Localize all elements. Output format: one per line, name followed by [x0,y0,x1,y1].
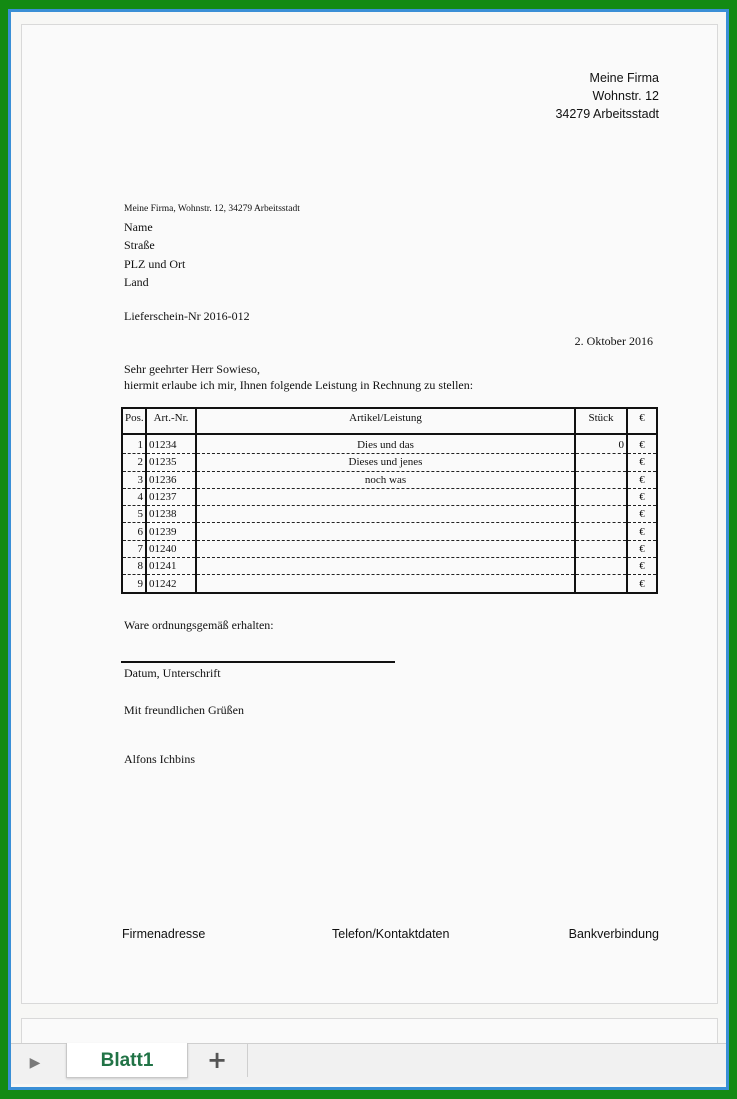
items-table [121,407,658,594]
cell-description[interactable]: noch was [196,471,575,488]
recipient-address-block [124,218,185,291]
table-row [122,454,657,471]
cell-pos[interactable]: 3 [122,471,146,488]
cell-euro[interactable]: € [627,540,657,557]
document-page [21,24,718,1004]
cell-pos[interactable]: 8 [122,558,146,575]
cell-description[interactable]: Dies und das [196,434,575,454]
cell-pos[interactable]: 1 [122,434,146,454]
cell-art-no[interactable]: 01234 [146,434,196,454]
recipient-country: Land [124,274,149,289]
cell-art-no[interactable]: 01241 [146,558,196,575]
recipient-street: Straße [124,238,155,253]
cell-art-no[interactable]: 01239 [146,523,196,540]
cell-art-no[interactable]: 01236 [146,471,196,488]
header-euro[interactable]: € [627,408,657,434]
goods-received-text: Ware ordnungsgemäß erhalten: [124,618,274,632]
cell-pos[interactable]: 2 [122,454,146,471]
cell-quantity[interactable] [575,575,627,593]
cell-euro[interactable]: € [627,523,657,540]
header-description[interactable]: Artikel/Leistung [196,408,575,434]
table-header-row [122,408,657,434]
play-icon[interactable]: ▶ [29,1055,41,1071]
footer-address: Firmenadresse [122,927,206,941]
recipient-zip-city: PLZ und Ort [124,256,186,271]
cell-pos[interactable]: 5 [122,506,146,523]
cell-description[interactable] [196,575,575,593]
cell-pos[interactable]: 6 [122,523,146,540]
cell-art-no[interactable]: 01238 [146,506,196,523]
cell-art-no[interactable]: 01235 [146,454,196,471]
cell-art-no[interactable]: 01237 [146,488,196,505]
cell-pos[interactable]: 4 [122,488,146,505]
signature-label: Datum, Unterschrift [124,666,221,680]
cell-euro[interactable]: € [627,471,657,488]
cell-quantity[interactable]: 0 [575,434,627,454]
document-date: 2. Oktober 2016 [574,334,653,348]
cell-art-no[interactable]: 01242 [146,575,196,593]
sheet-tab-bar [11,1043,726,1084]
signature-line [121,661,395,663]
cell-description[interactable] [196,506,575,523]
cell-pos[interactable]: 9 [122,575,146,593]
sender-street: Wohnstr. 12 [592,89,659,103]
cell-quantity[interactable] [575,471,627,488]
cell-description[interactable] [196,540,575,557]
intro-text: hiermit erlaube ich mir, Ihnen folgende Leistung in Rechnung zu stellen: [124,378,474,392]
table-row [122,523,657,540]
cell-quantity[interactable] [575,540,627,557]
header-quantity[interactable]: Stück [575,408,627,434]
footer-bank: Bankverbindung [568,927,659,941]
signer-name: Alfons Ichbins [124,752,195,766]
cell-quantity[interactable] [575,558,627,575]
cell-description[interactable] [196,488,575,505]
table-row [122,471,657,488]
cell-quantity[interactable] [575,488,627,505]
cell-quantity[interactable] [575,506,627,523]
sender-company: Meine Firma [589,71,659,85]
cell-quantity[interactable] [575,523,627,540]
greeting-block [124,361,473,393]
plus-icon[interactable]: + [187,1044,248,1077]
sheet-tab-blatt1[interactable]: Blatt1 [66,1043,188,1078]
recipient-name: Name [124,220,153,234]
cell-art-no[interactable]: 01240 [146,540,196,557]
cell-description[interactable]: Dieses und jenes [196,454,575,471]
table-row [122,575,657,593]
return-address-line: Meine Firma, Wohnstr. 12, 34279 Arbeitsstadt [124,204,300,214]
delivery-note-number: Lieferschein-Nr 2016-012 [124,309,250,323]
cell-euro[interactable]: € [627,558,657,575]
header-art-no[interactable]: Art.-Nr. [146,408,196,434]
cell-quantity[interactable] [575,454,627,471]
cell-description[interactable] [196,558,575,575]
salutation: Sehr geehrter Herr Sowieso, [124,362,260,376]
cell-euro[interactable]: € [627,506,657,523]
sender-address-block [555,69,659,123]
footer-contact: Telefon/Kontaktdaten [332,927,450,941]
table-row [122,558,657,575]
table-row [122,506,657,523]
sender-city: 34279 Arbeitsstadt [555,107,659,121]
cell-euro[interactable]: € [627,454,657,471]
cell-euro[interactable]: € [627,488,657,505]
table-row [122,434,657,454]
cell-description[interactable] [196,523,575,540]
cell-euro[interactable]: € [627,434,657,454]
cell-euro[interactable]: € [627,575,657,593]
closing-text: Mit freundlichen Grüßen [124,703,244,717]
header-pos[interactable]: Pos. [122,408,146,434]
table-row [122,488,657,505]
table-row [122,540,657,557]
cell-pos[interactable]: 7 [122,540,146,557]
